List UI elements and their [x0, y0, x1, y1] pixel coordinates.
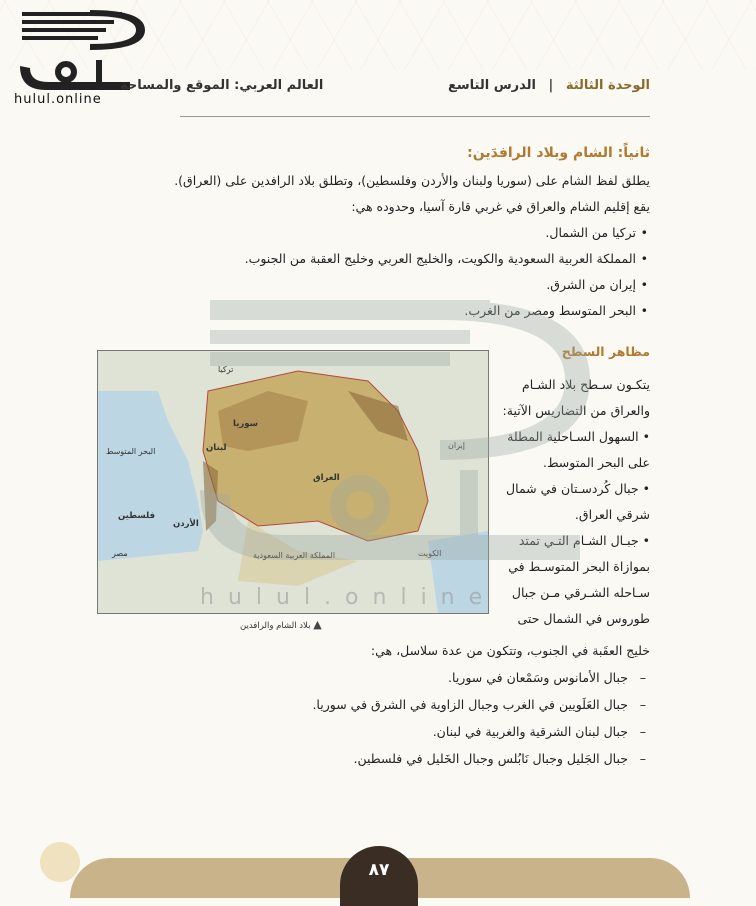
topic-label: العالم العربي: الموقع والمساحة [120, 78, 324, 93]
mountain-ranges [250, 637, 650, 772]
header-divider [180, 116, 650, 117]
site-url: hulul.online [14, 92, 102, 107]
side-line: على البحر المتوسط. [542, 455, 650, 470]
map-label-lebanon: لبنان [206, 443, 227, 453]
page-header [120, 78, 650, 104]
list-item: – جبال الجَليل وجبال نَابُلس وجبال الخَليل في فلسطين. [250, 745, 628, 772]
map-caption-text: بلاد الشام والرافدين [240, 621, 311, 631]
ranges-list [250, 664, 650, 772]
continuation-text: خليج العقَبة في الجنوب، وتتكون من عدة سلاسل، هي: [370, 643, 650, 658]
list-item: • المملكة العربية السعودية والكويت، والخليج العربي وخليج العقبة من الجنوب. [95, 246, 636, 272]
list-item: – جبال الأمانوس وسَمْعان في سوريا. [250, 664, 628, 691]
map-label-palestine: فلسطين [118, 511, 156, 521]
side-line: والعراق من التضاريس الآتية: [502, 403, 650, 418]
side-line: يتكـون سـطح بلاد الشـام [522, 377, 650, 392]
surface-title: مظاهر السطح [561, 344, 650, 359]
list-item: • تركيا من الشمال. [95, 220, 636, 246]
triangle-icon: ▲ [313, 618, 322, 631]
intro-paragraph: يطلق لفظ الشام على (سوريا ولبنان والأردن وفلسطين)، وتطلق بلاد الرافدين على (العراق). [174, 173, 650, 188]
borders-list [95, 220, 650, 324]
side-line: • جبال كُردسـتان في شمال [506, 481, 650, 496]
map-label-turkey: تركيا [218, 365, 234, 374]
side-line: سـاحله الشـرقي مـن جبال [511, 585, 650, 600]
map-graphic [98, 351, 488, 613]
list-item: • إيران من الشرق. [95, 272, 636, 298]
decorative-corner [40, 842, 80, 882]
side-line: شرقي العراق. [574, 507, 650, 522]
lesson-label: الدرس التاسع [448, 78, 537, 93]
side-line: بموازاة البحر المتوسـط في [508, 559, 650, 574]
section-content [95, 140, 650, 324]
watermark-url: hulul.online [200, 585, 497, 610]
map-caption [240, 618, 322, 631]
page-number: ٨٧ [340, 846, 418, 906]
map-label-iraq: العراق [313, 473, 340, 483]
list-item: – جبال العَلَويين في الغرب وجبال الزاوية في الشرق في سوريا. [250, 691, 628, 718]
borders-intro: يقع إقليم الشام والعراق في غربي قارة آسيا، وحدوده هي: [351, 199, 650, 214]
unit-label: الوحدة الثالثة [565, 78, 650, 93]
map-label-iran: إيران [448, 441, 465, 450]
map-label-jordan: الأردن [173, 519, 199, 529]
list-item: – جبال لبنان الشرقية والغربية في لبنان. [250, 718, 628, 745]
header-separator: | [548, 78, 554, 93]
section-title: ثانياً: الشام وبلاد الرافدَين: [467, 145, 650, 161]
map-label-kuwait: الكويت [418, 549, 442, 558]
map-label-saudi: المملكة العربية السعودية [253, 551, 336, 560]
side-line: • السهول السـاحلية المطلة [507, 429, 650, 444]
list-item: • البحر المتوسط ومصر من الغرب. [95, 298, 636, 324]
map-label-med: البحر المتوسط [106, 447, 156, 456]
region-map [97, 350, 489, 614]
side-line: • جبـال الشـام التـي تمتد [518, 533, 650, 548]
map-label-egypt: مصر [112, 549, 128, 558]
surface-intro [492, 372, 650, 632]
map-label-syria: سوريا [233, 419, 258, 429]
side-line: طوروس في الشمال حتى [517, 611, 650, 626]
